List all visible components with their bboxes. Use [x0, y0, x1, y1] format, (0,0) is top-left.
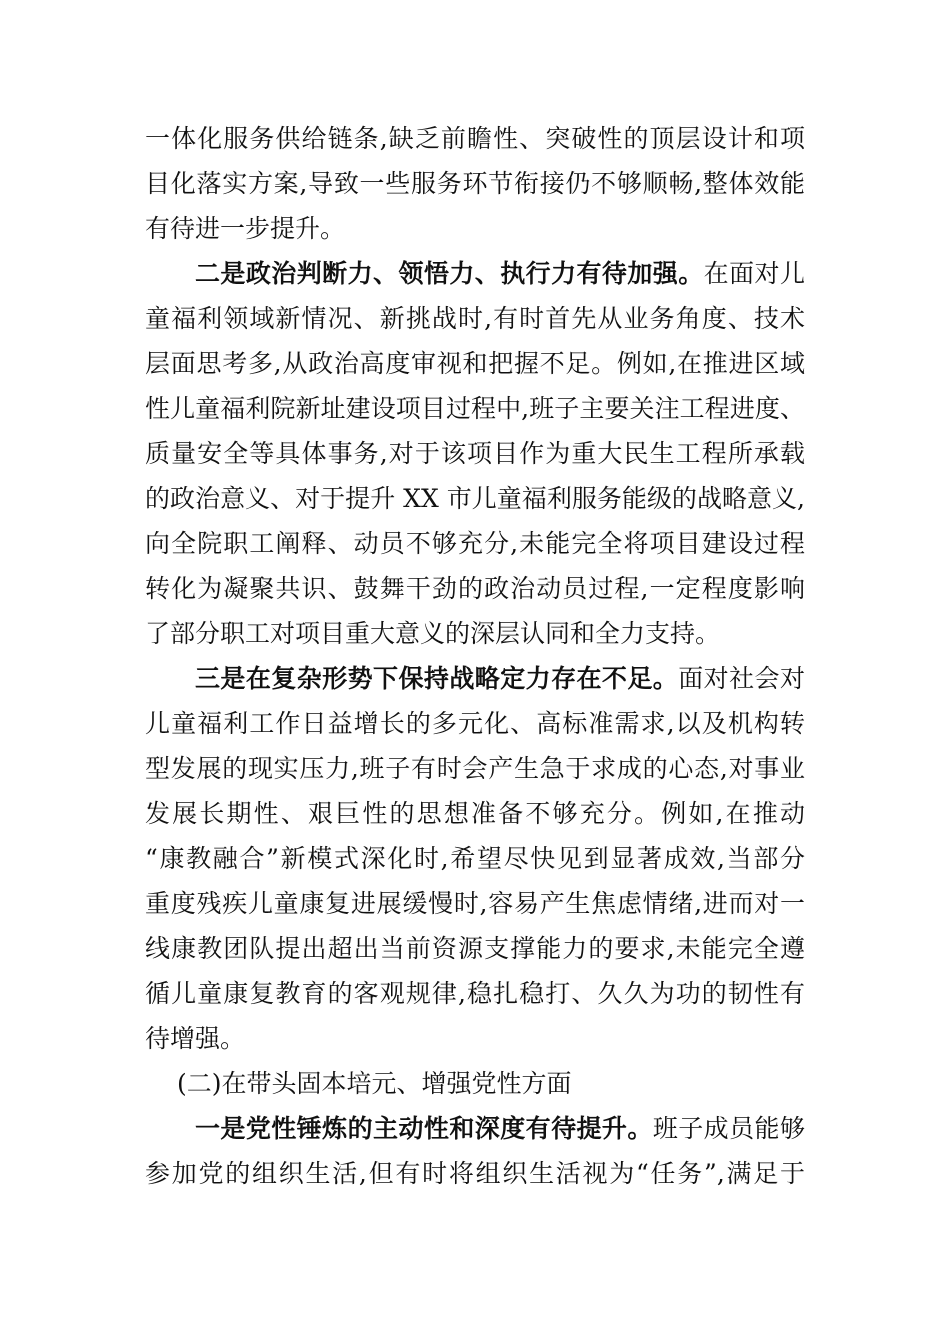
text-line: [145, 926, 805, 971]
line-text: 质量安全等具体事务,对于该项目作为重大民生工程所承载: [145, 439, 805, 468]
text-line: [145, 251, 805, 296]
text-line: [145, 206, 805, 251]
text-line: [145, 1016, 805, 1061]
text-line: [145, 1151, 805, 1196]
line-text: 向全院职工阐释、动员不够充分,未能完全将项目建设过程: [145, 529, 805, 558]
line-text: 儿童福利工作日益增长的多元化、高标准需求,以及机构转: [145, 709, 805, 738]
text-line: [145, 971, 805, 1016]
line-text: 转化为凝聚共识、鼓舞干劲的政治动员过程,一定程度影响: [145, 574, 805, 603]
line-text: 了部分职工对项目重大意义的深层认同和全力支持。: [145, 619, 721, 648]
bold-lead-sentence: 一是党性锤炼的主动性和深度有待提升。: [195, 1114, 653, 1143]
line-text: 一体化服务供给链条,缺乏前瞻性、突破性的顶层设计和项: [145, 124, 805, 153]
text-line: [145, 296, 805, 341]
line-text: (二)在带头固本培元、增强党性方面: [177, 1069, 572, 1098]
text-line: [145, 701, 805, 746]
text-line: [145, 611, 805, 656]
text-line: [145, 881, 805, 926]
text-line: [145, 476, 805, 521]
line-text: 的政治意义、对于提升 XX 市儿童福利服务能级的战略意义,: [145, 484, 805, 513]
bold-lead-sentence: 三是在复杂形势下保持战略定力存在不足。: [195, 664, 679, 693]
line-text: 重度残疾儿童康复进展缓慢时,容易产生焦虑情绪,进而对一: [145, 889, 805, 918]
text-line: [145, 656, 805, 701]
line-text: 发展长期性、艰巨性的思想准备不够充分。例如,在推动: [145, 799, 805, 828]
line-text: 线康教团队提出超出当前资源支撑能力的要求,未能完全遵: [145, 934, 805, 963]
line-text: 面对社会对: [678, 664, 805, 693]
line-text: 童福利领域新情况、新挑战时,有时首先从业务角度、技术: [145, 304, 805, 333]
line-text: 有待进一步提升。: [145, 214, 346, 243]
section-heading: [145, 1061, 805, 1106]
text-line: [145, 116, 805, 161]
text-line: [145, 386, 805, 431]
text-line: [145, 836, 805, 881]
line-text: 参加党的组织生活,但有时将组织生活视为“任务”,满足于: [145, 1159, 805, 1188]
bold-lead-sentence: 二是政治判断力、领悟力、执行力有待加强。: [195, 259, 704, 288]
line-text: 层面思考多,从政治高度审视和把握不足。例如,在推进区域: [145, 349, 805, 378]
text-line: [145, 1106, 805, 1151]
text-line: [145, 161, 805, 206]
line-text: 循儿童康复教育的客观规律,稳扎稳打、久久为功的韧性有: [145, 979, 805, 1008]
line-text: 在面对儿: [703, 259, 805, 288]
text-line: [145, 521, 805, 566]
line-text: 班子成员能够: [652, 1114, 805, 1143]
document-page: [145, 116, 805, 1196]
line-text: 目化落实方案,导致一些服务环节衔接仍不够顺畅,整体效能: [145, 169, 805, 198]
text-line: [145, 746, 805, 791]
line-text: 性儿童福利院新址建设项目过程中,班子主要关注工程进度、: [145, 394, 805, 423]
line-text: “康教融合”新模式深化时,希望尽快见到显著成效,当部分: [145, 844, 805, 873]
line-text: 待增强。: [145, 1024, 246, 1053]
text-line: [145, 566, 805, 611]
text-line: [145, 431, 805, 476]
text-line: [145, 341, 805, 386]
line-text: 型发展的现实压力,班子有时会产生急于求成的心态,对事业: [145, 754, 805, 783]
text-line: [145, 791, 805, 836]
